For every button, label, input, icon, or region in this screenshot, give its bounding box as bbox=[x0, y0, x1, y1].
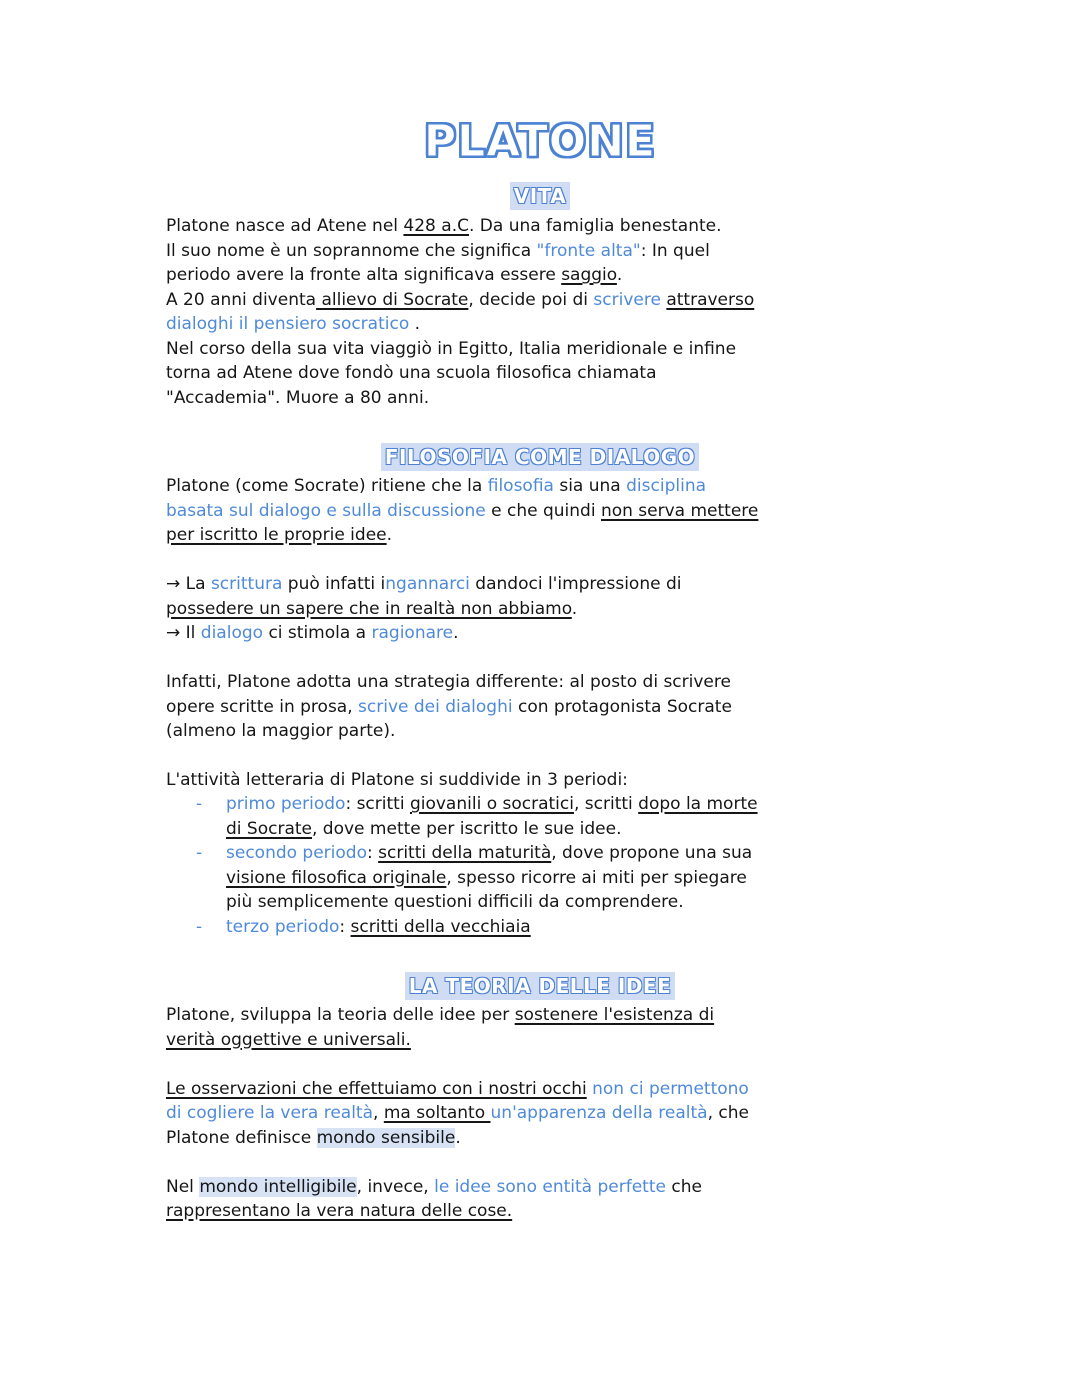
vita-line-4: A 20 anni diventa allievo di Socrate, decide poi di scrivere attraverso bbox=[166, 289, 755, 310]
bullet-dash: - bbox=[196, 843, 203, 863]
page-title: PLATONE bbox=[423, 116, 657, 167]
list-item-primo-periodo: - primo periodo: scritti giovanili o socratici, scritti dopo la morte di Socrate, dove mette per iscritto le sue idee. bbox=[196, 794, 758, 839]
bullet-dash: - bbox=[196, 794, 203, 814]
dialogo-line-9: (almeno la maggior parte). bbox=[166, 721, 396, 741]
section-heading-idee bbox=[0, 972, 1080, 1000]
list-item-secondo-periodo: - secondo periodo: scritti della maturità, dove propone una sua visione filosofica originale, spesso ricorre ai miti per spiegare più semplicemente questioni difficili da comprendere. bbox=[196, 843, 753, 912]
dialogo-line-10: L'attività letteraria di Platone si suddivide in 3 periodi: bbox=[166, 770, 628, 790]
dialogo-line-3: per iscritto le proprie idee. bbox=[166, 525, 393, 545]
idee-line-2: verità oggettive e universali. bbox=[166, 1029, 411, 1050]
vita-line-3: periodo avere la fronte alta significava essere saggio. bbox=[166, 265, 623, 285]
vita-line-6: Nel corso della sua vita viaggiò in Egitto, Italia meridionale e infine bbox=[166, 338, 737, 359]
section-idee-body bbox=[166, 1003, 926, 1224]
section-heading-idee-text: LA TEORIA DELLE IDEE bbox=[405, 972, 676, 1000]
section-heading-dialogo bbox=[0, 443, 1080, 471]
vita-line-8: "Accademia". Muore a 80 anni. bbox=[166, 387, 430, 408]
vita-line-7: torna ad Atene dove fondò una scuola filosofica chiamata bbox=[166, 363, 657, 383]
periods-list bbox=[196, 792, 936, 939]
idee-line-7: rappresentano la vera natura delle cose. bbox=[166, 1201, 513, 1221]
vita-line-5: dialoghi il pensiero socratico . bbox=[166, 314, 421, 334]
dialogo-line-4: → La scrittura può infatti ingannarci dandoci l'impressione di bbox=[166, 574, 682, 594]
idee-line-5: Platone definisce mondo sensibile. bbox=[166, 1127, 461, 1148]
dialogo-line-8: opere scritte in prosa, scrive dei dialoghi con protagonista Socrate bbox=[166, 696, 732, 717]
idee-line-1: Platone, sviluppa la teoria delle idee per sostenere l'esistenza di bbox=[166, 1005, 715, 1025]
dialogo-line-7: Infatti, Platone adotta una strategia differente: al posto di scrivere bbox=[166, 672, 731, 692]
idee-line-4: di cogliere la vera realtà, ma soltanto un'apparenza della realtà, che bbox=[166, 1103, 749, 1123]
section-heading-vita-text: VITA bbox=[510, 182, 571, 210]
dialogo-line-5: possedere un sapere che in realtà non abbiamo. bbox=[166, 598, 578, 619]
section-heading-dialogo-text: FILOSOFIA COME DIALOGO bbox=[381, 443, 699, 471]
section-vita-body bbox=[166, 214, 926, 410]
idee-line-6: Nel mondo intelligibile, invece, le idee sono entità perfette che bbox=[166, 1176, 702, 1197]
dialogo-line-2: basata sul dialogo e sulla discussione e che quindi non serva mettere bbox=[166, 500, 759, 521]
dialogo-line-1: Platone (come Socrate) ritiene che la filosofia sia una disciplina bbox=[166, 476, 707, 496]
section-dialogo-body bbox=[166, 474, 926, 793]
dialogo-line-6: → Il dialogo ci stimola a ragionare. bbox=[166, 623, 459, 643]
idee-line-3: Le osservazioni che effettuiamo con i nostri occhi non ci permettono bbox=[166, 1078, 749, 1099]
bullet-dash: - bbox=[196, 916, 203, 937]
vita-line-2: Il suo nome è un soprannome che significa "fronte alta": In quel bbox=[166, 240, 710, 261]
vita-line-1: Platone nasce ad Atene nel 428 a.C. Da una famiglia benestante. bbox=[166, 216, 722, 236]
section-heading-vita bbox=[0, 182, 1080, 210]
list-item-terzo-periodo: - terzo periodo: scritti della vecchiaia bbox=[196, 915, 936, 940]
